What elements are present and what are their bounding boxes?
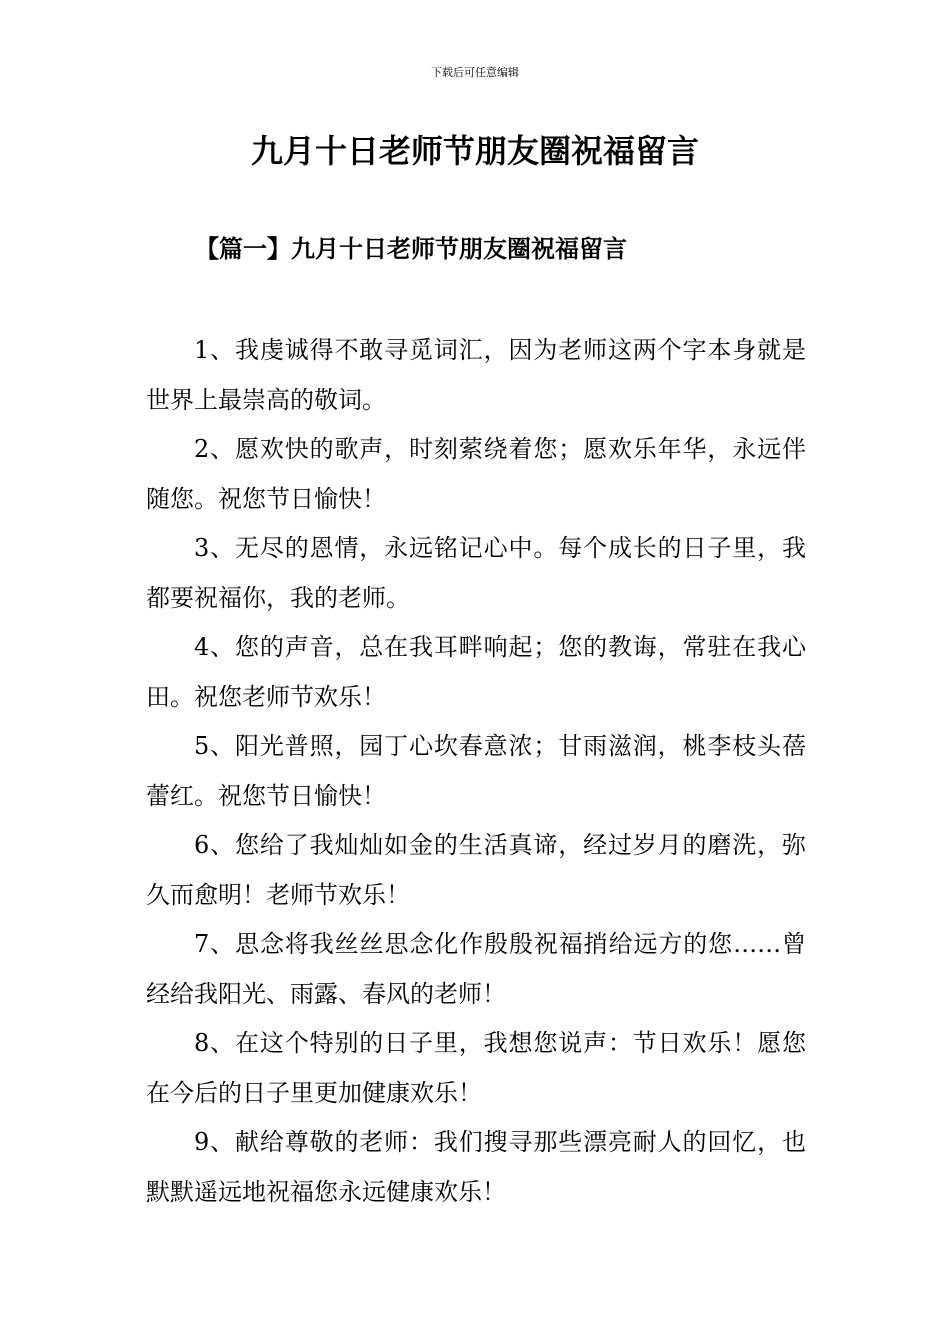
list-item: 3、无尽的恩情，永远铭记心中。每个成长的日子里，我都要祝福你，我的老师。 xyxy=(146,534,806,612)
blessing-list xyxy=(146,326,806,1217)
list-item: 8、在这个特别的日子里，我想您说声：节日欢乐！愿您在今后的日子里更加健康欢乐！ xyxy=(146,1029,806,1107)
list-item: 9、献给尊敬的老师：我们搜寻那些漂亮耐人的回忆，也默默遥远地祝福您永远健康欢乐！ xyxy=(146,1128,806,1206)
list-item: 4、您的声音，总在我耳畔响起；您的教诲，常驻在我心田。祝您老师节欢乐！ xyxy=(146,633,806,711)
document-title: 九月十日老师节朋友圈祝福留言 xyxy=(250,132,699,170)
list-item: 5、阳光普照，园丁心坎春意浓；甘雨滋润，桃李枝头蓓蕾红。祝您节日愉快！ xyxy=(146,732,806,810)
list-item: 2、愿欢快的歌声，时刻萦绕着您；愿欢乐年华，永远伴随您。祝您节日愉快！ xyxy=(146,435,806,513)
header-note: 下载后可任意编辑 xyxy=(431,66,519,79)
section-heading: 【篇一】九月十日老师节朋友圈祝福留言 xyxy=(195,234,627,263)
list-item: 7、思念将我丝丝思念化作殷殷祝福捎给远方的您……曾经给我阳光、雨露、春风的老师！ xyxy=(146,930,806,1008)
list-item: 1、我虔诚得不敢寻觅词汇，因为老师这两个字本身就是世界上最崇高的敬词。 xyxy=(146,336,806,414)
list-item: 6、您给了我灿灿如金的生活真谛，经过岁月的磨洗，弥久而愈明！老师节欢乐！ xyxy=(146,831,806,909)
